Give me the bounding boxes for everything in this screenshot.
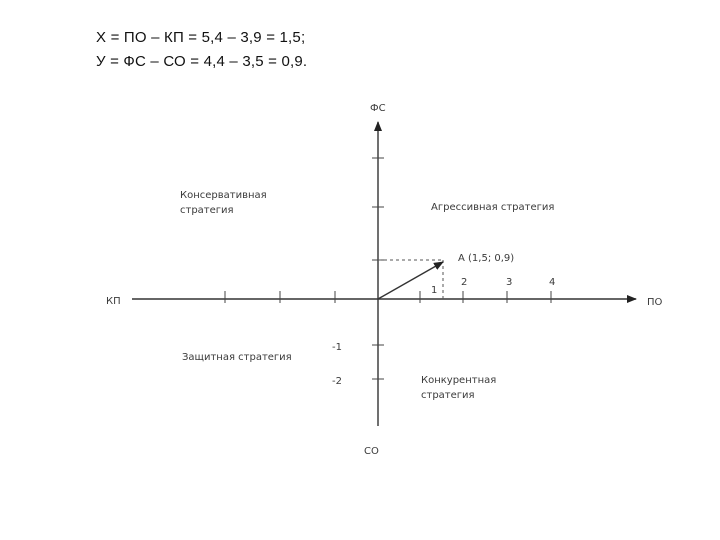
axis-label-bottom: СО [364, 446, 379, 457]
quadrant-label-line: Конкурентная [421, 375, 497, 386]
y-tick-label: -1 [332, 342, 342, 353]
axis-label-top: ФС [370, 103, 386, 114]
quadrant-label-competitive [421, 375, 499, 401]
quadrant-label-aggressive: Агрессивная стратегия [431, 202, 555, 213]
x-tick-label: 4 [549, 277, 556, 288]
quadrant-label-line: стратегия [421, 390, 475, 401]
formula-x: Х = ПО – КП = 5,4 – 3,9 = 1,5; [96, 29, 306, 46]
x-tick-label: 1 [431, 285, 438, 296]
y-tick-label: -2 [332, 376, 342, 387]
axis-label-right: ПО [647, 297, 663, 308]
x-tick-label: 2 [461, 277, 468, 288]
point-a-label: А (1,5; 0,9) [458, 253, 515, 264]
x-tick-label: 3 [506, 277, 513, 288]
quadrant-label-line: стратегия [180, 205, 234, 216]
quadrant-label-conservative [180, 190, 270, 216]
quadrant-label-line: Консервативная [180, 190, 267, 201]
quadrant-label-defensive: Защитная стратегия [182, 352, 292, 363]
axis-label-left: КП [106, 296, 121, 307]
formula-y: У = ФС – СО = 4,4 – 3,5 = 0,9. [96, 53, 308, 70]
